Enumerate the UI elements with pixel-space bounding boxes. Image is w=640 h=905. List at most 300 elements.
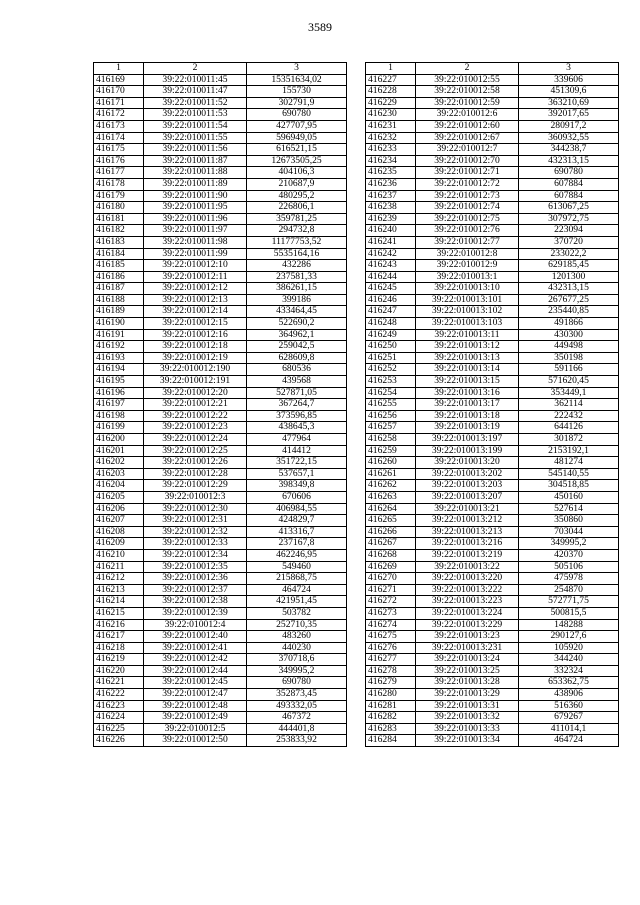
cadastral-number-cell: 39:22:010012:31 — [144, 515, 247, 527]
cadastral-number-cell: 39:22:010013:19 — [416, 422, 519, 434]
cadastral-value-cell: 467372 — [247, 712, 347, 724]
table-row — [366, 120, 619, 132]
row-number-cell: 416257 — [366, 422, 416, 434]
cadastral-number-cell: 39:22:010012:34 — [144, 549, 247, 561]
cadastral-number-cell: 39:22:010012:26 — [144, 457, 247, 469]
row-number-cell: 416248 — [366, 318, 416, 330]
row-number-cell: 416280 — [366, 689, 416, 701]
cadastral-number-cell: 39:22:010012:25 — [144, 445, 247, 457]
table-row — [366, 677, 619, 689]
table-row — [366, 480, 619, 492]
table-row — [94, 480, 347, 492]
cadastral-value-cell: 11177753,52 — [247, 236, 347, 248]
cadastral-number-cell: 39:22:010012:48 — [144, 700, 247, 712]
cadastral-value-cell: 613067,25 — [519, 202, 619, 214]
row-number-cell: 416255 — [366, 399, 416, 411]
cadastral-number-cell: 39:22:010013:202 — [416, 468, 519, 480]
table-row — [94, 526, 347, 538]
table-row — [366, 364, 619, 376]
row-number-cell: 416179 — [94, 190, 144, 202]
cadastral-number-cell: 39:22:010011:54 — [144, 120, 247, 132]
cadastral-value-cell: 439568 — [247, 376, 347, 388]
row-number-cell: 416183 — [94, 236, 144, 248]
table-row — [366, 248, 619, 260]
row-number-cell: 416246 — [366, 294, 416, 306]
cadastral-value-cell: 15351634,02 — [247, 74, 347, 86]
cadastral-number-cell: 39:22:010012:5 — [144, 723, 247, 735]
row-number-cell: 416222 — [94, 689, 144, 701]
table-row — [94, 341, 347, 353]
row-number-cell: 416188 — [94, 294, 144, 306]
cadastral-number-cell: 39:22:010012:18 — [144, 341, 247, 353]
cadastral-value-cell: 370720 — [519, 236, 619, 248]
cadastral-number-cell: 39:22:010012:23 — [144, 422, 247, 434]
row-number-cell: 416281 — [366, 700, 416, 712]
cadastral-value-cell: 237581,33 — [247, 271, 347, 283]
cadastral-value-cell: 503782 — [247, 607, 347, 619]
table-row — [94, 700, 347, 712]
cadastral-number-cell: 39:22:010012:59 — [416, 97, 519, 109]
table-row — [94, 97, 347, 109]
cadastral-value-cell: 450160 — [519, 491, 619, 503]
row-number-cell: 416260 — [366, 457, 416, 469]
row-number-cell: 416180 — [94, 202, 144, 214]
cadastral-value-cell: 5535164,16 — [247, 248, 347, 260]
cadastral-number-cell: 39:22:010012:76 — [416, 225, 519, 237]
table-row — [366, 457, 619, 469]
cadastral-number-cell: 39:22:010012:73 — [416, 190, 519, 202]
cadastral-value-cell: 444401,8 — [247, 723, 347, 735]
table-row — [94, 144, 347, 156]
cadastral-number-cell: 39:22:010013:220 — [416, 573, 519, 585]
cadastral-value-cell: 421951,45 — [247, 596, 347, 608]
row-number-cell: 416239 — [366, 213, 416, 225]
column-header-1: 1 — [94, 63, 144, 75]
table-row — [94, 352, 347, 364]
cadastral-number-cell: 39:22:010013:17 — [416, 399, 519, 411]
cadastral-value-cell: 105920 — [519, 642, 619, 654]
cadastral-value-cell: 2153192,1 — [519, 445, 619, 457]
table-row — [94, 434, 347, 446]
table-row — [366, 109, 619, 121]
row-number-cell: 416202 — [94, 457, 144, 469]
table-row — [94, 283, 347, 295]
cadastral-number-cell: 39:22:010013:102 — [416, 306, 519, 318]
cadastral-value-cell: 432313,15 — [519, 155, 619, 167]
row-number-cell: 416241 — [366, 236, 416, 248]
cadastral-value-cell: 411014,1 — [519, 723, 619, 735]
table-row — [94, 503, 347, 515]
cadastral-value-cell: 679267 — [519, 712, 619, 724]
row-number-cell: 416230 — [366, 109, 416, 121]
page-number: 3589 — [308, 20, 332, 34]
row-number-cell: 416195 — [94, 376, 144, 388]
table-row — [366, 642, 619, 654]
table-row — [94, 445, 347, 457]
cadastral-value-cell: 424829,7 — [247, 515, 347, 527]
cadastral-number-cell: 39:22:010012:77 — [416, 236, 519, 248]
cadastral-value-cell: 491866 — [519, 318, 619, 330]
row-number-cell: 416185 — [94, 260, 144, 272]
cadastral-value-cell: 302791,9 — [247, 97, 347, 109]
row-number-cell: 416270 — [366, 573, 416, 585]
row-number-cell: 416225 — [94, 723, 144, 735]
cadastral-value-cell: 464724 — [519, 735, 619, 747]
row-number-cell: 416201 — [94, 445, 144, 457]
table-row — [366, 178, 619, 190]
cadastral-number-cell: 39:22:010011:98 — [144, 236, 247, 248]
cadastral-number-cell: 39:22:010012:39 — [144, 607, 247, 619]
table-header-row — [366, 63, 619, 75]
table-row — [366, 271, 619, 283]
cadastral-number-cell: 39:22:010012:40 — [144, 631, 247, 643]
table-row — [366, 341, 619, 353]
cadastral-number-cell: 39:22:010012:72 — [416, 178, 519, 190]
row-number-cell: 416170 — [94, 86, 144, 98]
row-number-cell: 416210 — [94, 549, 144, 561]
cadastral-number-cell: 39:22:010012:4 — [144, 619, 247, 631]
table-row — [366, 387, 619, 399]
table-row — [94, 387, 347, 399]
cadastral-value-cell: 438906 — [519, 689, 619, 701]
cadastral-value-cell: 280917,2 — [519, 120, 619, 132]
row-number-cell: 416272 — [366, 596, 416, 608]
cadastral-value-cell: 235440,85 — [519, 306, 619, 318]
cadastral-number-cell: 39:22:010013:197 — [416, 434, 519, 446]
cadastral-value-cell: 259042,5 — [247, 341, 347, 353]
cadastral-number-cell: 39:22:010012:30 — [144, 503, 247, 515]
row-number-cell: 416211 — [94, 561, 144, 573]
cadastral-number-cell: 39:22:010013:14 — [416, 364, 519, 376]
row-number-cell: 416276 — [366, 642, 416, 654]
cadastral-value-cell: 404106,3 — [247, 167, 347, 179]
cadastral-value-cell: 483260 — [247, 631, 347, 643]
row-number-cell: 416206 — [94, 503, 144, 515]
row-number-cell: 416229 — [366, 97, 416, 109]
cadastral-value-cell: 332324 — [519, 665, 619, 677]
row-number-cell: 416243 — [366, 260, 416, 272]
table-row — [366, 561, 619, 573]
row-number-cell: 416233 — [366, 144, 416, 156]
table-row — [94, 236, 347, 248]
cadastral-number-cell: 39:22:010013:13 — [416, 352, 519, 364]
table-row — [94, 561, 347, 573]
row-number-cell: 416237 — [366, 190, 416, 202]
cadastral-number-cell: 39:22:010012:60 — [416, 120, 519, 132]
cadastral-value-cell: 607884 — [519, 190, 619, 202]
row-number-cell: 416178 — [94, 178, 144, 190]
cadastral-value-cell: 414412 — [247, 445, 347, 457]
table-row — [366, 97, 619, 109]
table-row — [94, 376, 347, 388]
cadastral-number-cell: 39:22:010012:74 — [416, 202, 519, 214]
cadastral-value-cell: 304518,85 — [519, 480, 619, 492]
cadastral-number-cell: 39:22:010011:88 — [144, 167, 247, 179]
cadastral-number-cell: 39:22:010012:14 — [144, 306, 247, 318]
table-row — [94, 178, 347, 190]
cadastral-number-cell: 39:22:010012:45 — [144, 677, 247, 689]
table-row — [94, 155, 347, 167]
cadastral-value-cell: 438645,3 — [247, 422, 347, 434]
cadastral-number-cell: 39:22:010013:29 — [416, 689, 519, 701]
cadastral-value-cell: 500815,5 — [519, 607, 619, 619]
cadastral-value-cell: 148288 — [519, 619, 619, 631]
row-number-cell: 416251 — [366, 352, 416, 364]
table-row — [366, 491, 619, 503]
cadastral-number-cell: 39:22:010013:21 — [416, 503, 519, 515]
row-number-cell: 416175 — [94, 144, 144, 156]
row-number-cell: 416268 — [366, 549, 416, 561]
row-number-cell: 416223 — [94, 700, 144, 712]
table-row — [94, 689, 347, 701]
cadastral-value-cell: 690780 — [519, 167, 619, 179]
cadastral-value-cell: 362114 — [519, 399, 619, 411]
cadastral-value-cell: 607884 — [519, 178, 619, 190]
cadastral-value-cell: 223094 — [519, 225, 619, 237]
cadastral-value-cell: 352873,45 — [247, 689, 347, 701]
table-row — [94, 248, 347, 260]
table-row — [94, 167, 347, 179]
cadastral-number-cell: 39:22:010013:33 — [416, 723, 519, 735]
cadastral-number-cell: 39:22:010013:222 — [416, 584, 519, 596]
row-number-cell: 416275 — [366, 631, 416, 643]
table-row — [94, 202, 347, 214]
row-number-cell: 416208 — [94, 526, 144, 538]
cadastral-value-cell: 690780 — [247, 109, 347, 121]
cadastral-number-cell: 39:22:010013:15 — [416, 376, 519, 388]
cadastral-number-cell: 39:22:010012:13 — [144, 294, 247, 306]
cadastral-value-cell: 359781,25 — [247, 213, 347, 225]
row-number-cell: 416282 — [366, 712, 416, 724]
row-number-cell: 416238 — [366, 202, 416, 214]
row-number-cell: 416190 — [94, 318, 144, 330]
cadastral-number-cell: 39:22:010012:16 — [144, 329, 247, 341]
cadastral-value-cell: 253833,92 — [247, 735, 347, 747]
table-header-row — [94, 63, 347, 75]
cadastral-value-cell: 451309,6 — [519, 86, 619, 98]
cadastral-number-cell: 39:22:010012:10 — [144, 260, 247, 272]
cadastral-value-cell: 537657,1 — [247, 468, 347, 480]
cadastral-number-cell: 39:22:010012:55 — [416, 74, 519, 86]
cadastral-value-cell: 349995,2 — [247, 665, 347, 677]
cadastral-number-cell: 39:22:010011:56 — [144, 144, 247, 156]
cadastral-value-cell: 430300 — [519, 329, 619, 341]
table-row — [94, 735, 347, 747]
cadastral-value-cell: 350198 — [519, 352, 619, 364]
cadastral-number-cell: 39:22:010012:38 — [144, 596, 247, 608]
table-row — [366, 422, 619, 434]
cadastral-number-cell: 39:22:010012:21 — [144, 399, 247, 411]
cadastral-number-cell: 39:22:010012:24 — [144, 434, 247, 446]
cadastral-number-cell: 39:22:010012:70 — [416, 155, 519, 167]
table-row — [366, 306, 619, 318]
table-row — [94, 573, 347, 585]
cadastral-number-cell: 39:22:010012:58 — [416, 86, 519, 98]
cadastral-value-cell: 644126 — [519, 422, 619, 434]
row-number-cell: 416232 — [366, 132, 416, 144]
cadastral-number-cell: 39:22:010012:20 — [144, 387, 247, 399]
column-header-2: 2 — [416, 63, 519, 75]
cadastral-value-cell: 360932,55 — [519, 132, 619, 144]
cadastral-value-cell: 155730 — [247, 86, 347, 98]
cadastral-number-cell: 39:22:010012:7 — [416, 144, 519, 156]
table-row — [366, 631, 619, 643]
table-row — [366, 468, 619, 480]
table-row — [94, 225, 347, 237]
cadastral-number-cell: 39:22:010013:28 — [416, 677, 519, 689]
table-row — [366, 318, 619, 330]
column-header-1: 1 — [366, 63, 416, 75]
cadastral-value-cell: 670606 — [247, 491, 347, 503]
cadastral-value-cell: 432313,15 — [519, 283, 619, 295]
table-row — [94, 619, 347, 631]
row-number-cell: 416283 — [366, 723, 416, 735]
row-number-cell: 416219 — [94, 654, 144, 666]
row-number-cell: 416227 — [366, 74, 416, 86]
cadastral-number-cell: 39:22:010012:50 — [144, 735, 247, 747]
table-row — [366, 376, 619, 388]
cadastral-value-cell: 252710,35 — [247, 619, 347, 631]
row-number-cell: 416261 — [366, 468, 416, 480]
table-row — [94, 642, 347, 654]
cadastral-number-cell: 39:22:010012:191 — [144, 376, 247, 388]
row-number-cell: 416279 — [366, 677, 416, 689]
cadastral-number-cell: 39:22:010013:219 — [416, 549, 519, 561]
row-number-cell: 416284 — [366, 735, 416, 747]
cadastral-number-cell: 39:22:010012:71 — [416, 167, 519, 179]
row-number-cell: 416215 — [94, 607, 144, 619]
table-row — [366, 503, 619, 515]
cadastral-value-cell: 475978 — [519, 573, 619, 585]
cadastral-value-cell: 433464,45 — [247, 306, 347, 318]
table-row — [94, 294, 347, 306]
table-row — [94, 723, 347, 735]
row-number-cell: 416252 — [366, 364, 416, 376]
table-row — [366, 515, 619, 527]
table-row — [366, 86, 619, 98]
table-row — [366, 144, 619, 156]
row-number-cell: 416191 — [94, 329, 144, 341]
row-number-cell: 416236 — [366, 178, 416, 190]
table-row — [366, 399, 619, 411]
table-row — [94, 712, 347, 724]
row-number-cell: 416277 — [366, 654, 416, 666]
table-row — [366, 584, 619, 596]
cadastral-number-cell: 39:22:010013:199 — [416, 445, 519, 457]
cadastral-value-cell: 222432 — [519, 410, 619, 422]
cadastral-number-cell: 39:22:010012:33 — [144, 538, 247, 550]
row-number-cell: 416228 — [366, 86, 416, 98]
cadastral-number-cell: 39:22:010013:216 — [416, 538, 519, 550]
cadastral-value-cell: 363210,69 — [519, 97, 619, 109]
table-row — [94, 364, 347, 376]
row-number-cell: 416171 — [94, 97, 144, 109]
table-row — [366, 132, 619, 144]
table-row — [94, 86, 347, 98]
cadastral-value-cell: 629185,45 — [519, 260, 619, 272]
table-row — [366, 225, 619, 237]
row-number-cell: 416221 — [94, 677, 144, 689]
row-number-cell: 416187 — [94, 283, 144, 295]
cadastral-value-cell: 1201300 — [519, 271, 619, 283]
row-number-cell: 416172 — [94, 109, 144, 121]
row-number-cell: 416264 — [366, 503, 416, 515]
table-row — [366, 665, 619, 677]
row-number-cell: 416173 — [94, 120, 144, 132]
row-number-cell: 416174 — [94, 132, 144, 144]
cadastral-value-cell: 215868,75 — [247, 573, 347, 585]
table-row — [94, 109, 347, 121]
row-number-cell: 416274 — [366, 619, 416, 631]
table-row — [94, 596, 347, 608]
table-row — [94, 584, 347, 596]
cadastral-number-cell: 39:22:010011:89 — [144, 178, 247, 190]
table-row — [366, 712, 619, 724]
table-row — [94, 74, 347, 86]
cadastral-number-cell: 39:22:010012:44 — [144, 665, 247, 677]
row-number-cell: 416177 — [94, 167, 144, 179]
row-number-cell: 416234 — [366, 155, 416, 167]
row-number-cell: 416224 — [94, 712, 144, 724]
row-number-cell: 416213 — [94, 584, 144, 596]
table-row — [94, 491, 347, 503]
table-row — [94, 549, 347, 561]
table-row — [94, 329, 347, 341]
cadastral-number-cell: 39:22:010011:97 — [144, 225, 247, 237]
cadastral-number-cell: 39:22:010013:212 — [416, 515, 519, 527]
cadastral-number-cell: 39:22:010012:6 — [416, 109, 519, 121]
table-row — [94, 677, 347, 689]
row-number-cell: 416235 — [366, 167, 416, 179]
cadastral-value-cell: 344240 — [519, 654, 619, 666]
row-number-cell: 416212 — [94, 573, 144, 585]
table-row — [366, 723, 619, 735]
row-number-cell: 416199 — [94, 422, 144, 434]
table-row — [94, 422, 347, 434]
table-row — [366, 445, 619, 457]
row-number-cell: 416220 — [94, 665, 144, 677]
row-number-cell: 416256 — [366, 410, 416, 422]
row-number-cell: 416216 — [94, 619, 144, 631]
cadastral-value-cell: 226806,1 — [247, 202, 347, 214]
row-number-cell: 416266 — [366, 526, 416, 538]
table-row — [94, 213, 347, 225]
cadastral-number-cell: 39:22:010012:32 — [144, 526, 247, 538]
row-number-cell: 416258 — [366, 434, 416, 446]
cadastral-number-cell: 39:22:010012:36 — [144, 573, 247, 585]
row-number-cell: 416192 — [94, 341, 144, 353]
cadastral-number-cell: 39:22:010011:87 — [144, 155, 247, 167]
table-row — [94, 631, 347, 643]
row-number-cell: 416204 — [94, 480, 144, 492]
cadastral-value-cell: 12673505,25 — [247, 155, 347, 167]
row-number-cell: 416245 — [366, 283, 416, 295]
cadastral-value-cell: 591166 — [519, 364, 619, 376]
cadastral-number-cell: 39:22:010013:101 — [416, 294, 519, 306]
cadastral-value-cell: 703044 — [519, 526, 619, 538]
cadastral-number-cell: 39:22:010012:37 — [144, 584, 247, 596]
row-number-cell: 416184 — [94, 248, 144, 260]
cadastral-value-cell: 449498 — [519, 341, 619, 353]
cadastral-value-cell: 237167,8 — [247, 538, 347, 550]
row-number-cell: 416254 — [366, 387, 416, 399]
row-number-cell: 416218 — [94, 642, 144, 654]
cadastral-number-cell: 39:22:010013:12 — [416, 341, 519, 353]
cadastral-number-cell: 39:22:010013:224 — [416, 607, 519, 619]
cadastral-value-cell: 364962,1 — [247, 329, 347, 341]
row-number-cell: 416176 — [94, 155, 144, 167]
table-row — [366, 167, 619, 179]
